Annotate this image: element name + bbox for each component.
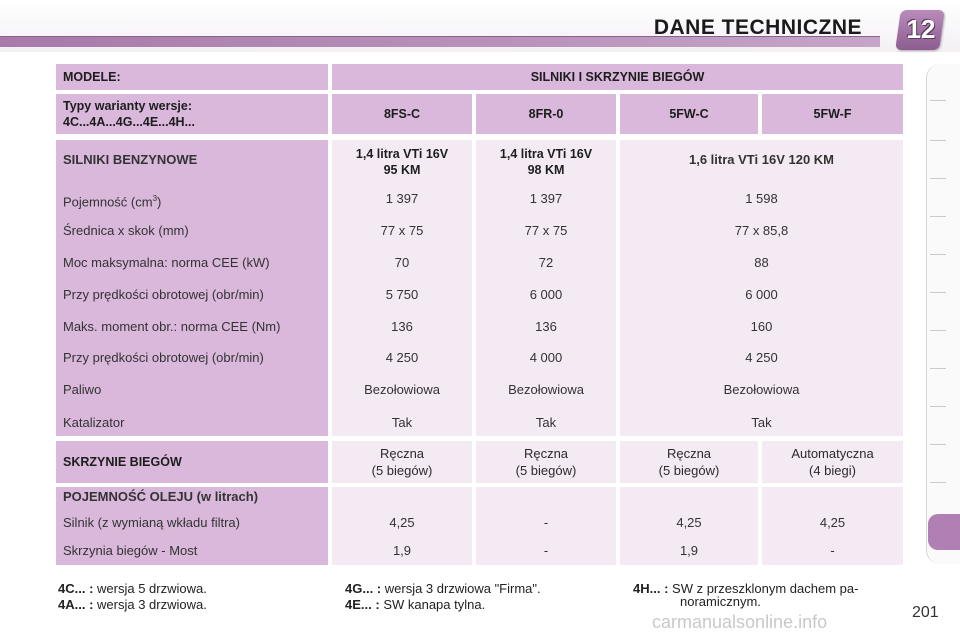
chapter-tab-active[interactable] xyxy=(928,514,960,550)
gearbox-type: Automatyczna xyxy=(791,446,874,461)
oil-value: - xyxy=(830,543,835,558)
engine-1-line2: 95 KM xyxy=(383,163,421,177)
oil-value: 1,9 xyxy=(679,543,699,558)
spec-value: 88 xyxy=(754,255,769,270)
spec-value: 5 750 xyxy=(385,287,419,302)
engine-2-name xyxy=(476,146,616,178)
spec-value: Tak xyxy=(391,415,413,430)
gearbox-gears: (4 biegi) xyxy=(809,463,856,478)
engine-2-line2: 98 KM xyxy=(527,163,565,177)
spec-value: 4 250 xyxy=(385,350,419,365)
tab-divider xyxy=(930,368,946,369)
tab-divider xyxy=(930,140,946,141)
oil-section-title: POJEMNOŚĆ OLEJU (w litrach) xyxy=(63,489,259,504)
type-code: 8FR-0 xyxy=(476,94,616,134)
gearbox-type: Ręczna xyxy=(523,446,569,461)
type-code: 8FS-C xyxy=(332,94,472,134)
petrol-section-title: SILNIKI BENZYNOWE xyxy=(63,152,198,167)
footnote-key: 4E... : xyxy=(345,597,380,612)
type-code: 5FW-F xyxy=(762,94,903,134)
oil-value: - xyxy=(543,543,549,558)
footnote-text: wersja 5 drzwiowa. xyxy=(97,581,207,596)
spec-value: 4 000 xyxy=(529,350,563,365)
types-label-line2: 4C...4A...4G...4E...4H... xyxy=(63,115,195,129)
type-code: 5FW-C xyxy=(620,94,758,134)
spec-value: 1 598 xyxy=(745,191,778,206)
spec-label-catalyst: Katalizator xyxy=(63,415,125,430)
chapter-tab-rail xyxy=(926,64,960,564)
spec-label-bore-stroke: Średnica x skok (mm) xyxy=(63,223,189,238)
spec-label-text: Pojemność (cm xyxy=(63,194,153,210)
footnote-text: SW kanapa tylna. xyxy=(383,597,486,612)
gearbox-col-4 xyxy=(762,441,903,483)
footnote-key: 4G... : xyxy=(345,581,382,596)
spec-value: 1 397 xyxy=(385,191,419,206)
tab-divider xyxy=(930,482,946,483)
tab-divider xyxy=(930,254,946,255)
spec-value: 6 000 xyxy=(529,287,563,302)
spec-label-torque-rpm: Przy prędkości obrotowej (obr/min) xyxy=(63,350,264,365)
spec-value: 160 xyxy=(750,319,773,334)
oil-label-gearbox: Skrzynia biegów - Most xyxy=(63,543,198,558)
spec-value: Bezołowiowa xyxy=(723,382,800,397)
footnote-4h-continued: noramicznym. xyxy=(680,594,761,609)
spec-value: 1 397 xyxy=(529,191,563,206)
footnote-key: 4H... : xyxy=(633,581,669,596)
engine-1-name xyxy=(332,146,472,178)
spec-label-end: ) xyxy=(157,194,162,210)
tab-divider xyxy=(930,292,946,293)
footnote-key: 4A... : xyxy=(58,597,94,612)
spec-value: 4 250 xyxy=(745,350,778,365)
spec-label-max-power: Moc maksymalna: norma CEE (kW) xyxy=(63,255,270,270)
gearbox-type: Ręczna xyxy=(666,446,712,461)
footnote-4e xyxy=(345,597,485,612)
page-title: DANE TECHNICZNE xyxy=(653,16,862,39)
oil-value: 4,25 xyxy=(389,515,415,530)
spec-value: 77 x 75 xyxy=(524,223,568,238)
footnote-4c xyxy=(58,581,207,596)
spec-value: Bezołowiowa xyxy=(508,382,584,397)
engine-3-name: 1,6 litra VTi 16V 120 KM xyxy=(689,152,834,167)
spec-value: 136 xyxy=(535,319,557,334)
tab-divider xyxy=(930,216,946,217)
spec-value: 72 xyxy=(538,255,554,270)
spec-value: Bezołowiowa xyxy=(364,382,440,397)
engines-header: SILNIKI I SKRZYNIE BIEGÓW xyxy=(332,64,903,90)
gearbox-gears: (5 biegów) xyxy=(515,463,577,478)
footnote-4g xyxy=(345,581,541,596)
oil-label-engine: Silnik (z wymianą wkładu filtra) xyxy=(63,515,240,530)
oil-value: 4,25 xyxy=(819,515,846,530)
spec-value: 77 x 85,8 xyxy=(734,223,789,238)
tab-divider xyxy=(930,178,946,179)
oil-value: 4,25 xyxy=(676,515,702,530)
footnote-4a xyxy=(58,597,207,612)
spec-value: 6 000 xyxy=(745,287,778,302)
spec-label-max-torque: Maks. moment obr.: norma CEE (Nm) xyxy=(63,319,281,334)
footnote-text: wersja 3 drzwiowa "Firma". xyxy=(384,581,541,596)
engine-2-line1: 1,4 litra VTi 16V xyxy=(499,147,593,161)
tab-divider xyxy=(930,444,946,445)
spec-label-fuel: Paliwo xyxy=(63,382,102,397)
page-number: 201 xyxy=(912,604,939,621)
types-label xyxy=(56,94,328,134)
tab-divider xyxy=(930,406,946,407)
spec-value: 136 xyxy=(391,319,413,334)
spec-label-sup: 3 xyxy=(152,194,158,203)
gearbox-section-title: SKRZYNIE BIEGÓW xyxy=(56,441,328,483)
footnote-key: 4C... : xyxy=(58,581,94,596)
oil-value: 1,9 xyxy=(392,543,412,558)
gearbox-col-2 xyxy=(476,441,616,483)
tab-divider xyxy=(930,100,946,101)
gearbox-col-3 xyxy=(620,441,758,483)
spec-value: Tak xyxy=(751,415,772,430)
spec-value: 77 x 75 xyxy=(380,223,424,238)
spec-label-displacement xyxy=(63,189,161,209)
oil-value: - xyxy=(543,515,549,530)
gearbox-gears: (5 biegów) xyxy=(658,463,720,478)
types-label-line1: Typy warianty wersje: xyxy=(63,99,192,113)
spec-value: Tak xyxy=(535,415,557,430)
engine-1-line1: 1,4 litra VTi 16V xyxy=(355,147,449,161)
watermark: carmanualsonline.info xyxy=(652,612,828,632)
spec-label-power-rpm: Przy prędkości obrotowej (obr/min) xyxy=(63,287,264,302)
gearbox-gears: (5 biegów) xyxy=(371,463,433,478)
tab-divider xyxy=(930,330,946,331)
spec-value: 70 xyxy=(394,255,410,270)
gearbox-col-1 xyxy=(332,441,472,483)
models-header: MODELE: xyxy=(56,64,328,90)
footnote-text: SW z przeszklonym dachem pa- xyxy=(672,581,859,596)
chapter-number: 12 xyxy=(906,14,936,44)
footnote-text: wersja 3 drzwiowa. xyxy=(97,597,207,612)
gearbox-type: Ręczna xyxy=(379,446,425,461)
